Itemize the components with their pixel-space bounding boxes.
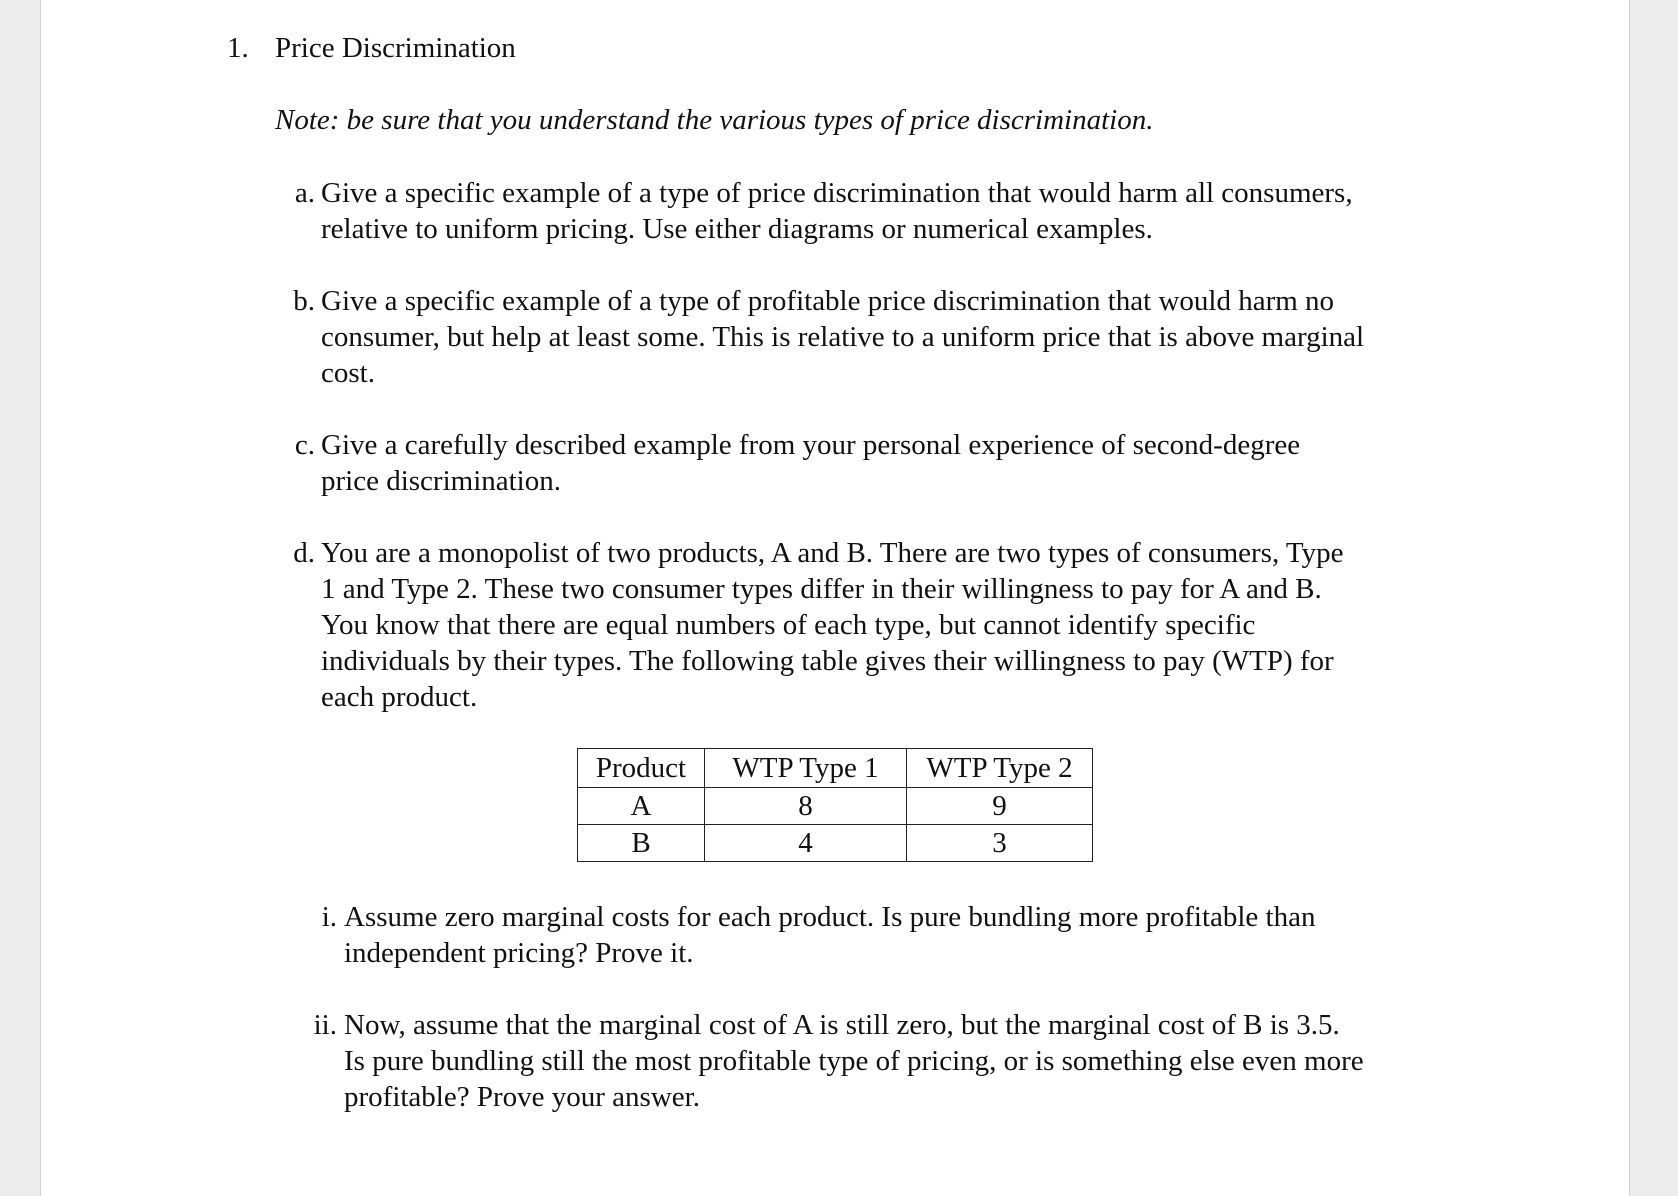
part-i-line: Assume zero marginal costs for each product. Is pure bundling more profitable than — [344, 901, 1316, 933]
part-ii-text — [344, 1007, 1364, 1115]
part-ii-line: profitable? Prove your answer. — [344, 1081, 700, 1113]
table-header-product: Product — [578, 749, 705, 788]
part-c-line: Give a carefully described example from your personal experience of second-degree — [321, 429, 1301, 461]
question-number: 1. — [227, 32, 249, 64]
part-b-line: consumer, but help at least some. This is relative to a uniform price that is above marginal — [321, 321, 1365, 353]
table-row — [578, 825, 1093, 862]
part-b-line: Give a specific example of a type of profitable price discrimination that would harm no — [321, 285, 1335, 317]
part-d-line: 1 and Type 2. These two consumer types differ in their willingness to pay for A and B. — [321, 573, 1322, 605]
part-d-text — [321, 535, 1344, 715]
part-d-line: You are a monopolist of two products, A and B. There are two types of consumers, Type — [321, 537, 1344, 569]
question-title: Price Discrimination — [275, 32, 516, 64]
table-cell-product: A — [578, 788, 705, 825]
part-d-line: each product. — [321, 681, 478, 713]
document-body — [41, 0, 1629, 1196]
part-c-line: price discrimination. — [321, 465, 561, 497]
part-c-text — [321, 427, 1300, 499]
note-text: Note: be sure that you understand the various types of price discrimination. — [275, 104, 1154, 136]
part-ii-marker: ii. — [313, 1009, 337, 1041]
part-b-marker: b. — [293, 285, 315, 317]
part-i-text — [344, 899, 1316, 971]
table-header-wtp-type-1: WTP Type 1 — [705, 749, 907, 788]
table-cell-wtp-type-2: 3 — [907, 825, 1093, 862]
table-cell-wtp-type-1: 8 — [705, 788, 907, 825]
part-a-text — [321, 175, 1353, 247]
table-cell-wtp-type-2: 9 — [907, 788, 1093, 825]
part-b-line: cost. — [321, 357, 375, 389]
table-cell-product: B — [578, 825, 705, 862]
table-row — [578, 788, 1093, 825]
part-a-line: relative to uniform pricing. Use either diagrams or numerical examples. — [321, 213, 1153, 245]
part-i-marker: i. — [321, 901, 337, 933]
part-d-line: individuals by their types. The following table gives their willingness to pay (WTP) for — [321, 645, 1334, 677]
table-header-row — [578, 749, 1093, 788]
part-ii-line: Is pure bundling still the most profitable type of pricing, or is something else even more — [344, 1045, 1364, 1077]
wtp-table — [577, 748, 1093, 862]
part-d-marker: d. — [293, 537, 315, 569]
part-c-marker: c. — [294, 429, 315, 461]
part-a-marker: a. — [294, 177, 315, 209]
part-i-line: independent pricing? Prove it. — [344, 937, 694, 969]
part-a-line: Give a specific example of a type of price discrimination that would harm all consumers, — [321, 177, 1353, 209]
part-d-line: You know that there are equal numbers of each type, but cannot identify specific — [321, 609, 1256, 641]
part-b-text — [321, 283, 1364, 391]
document-page — [40, 0, 1630, 1196]
table-cell-wtp-type-1: 4 — [705, 825, 907, 862]
part-ii-line: Now, assume that the marginal cost of A is still zero, but the marginal cost of B is 3.5. — [344, 1009, 1340, 1041]
table-header-wtp-type-2: WTP Type 2 — [907, 749, 1093, 788]
